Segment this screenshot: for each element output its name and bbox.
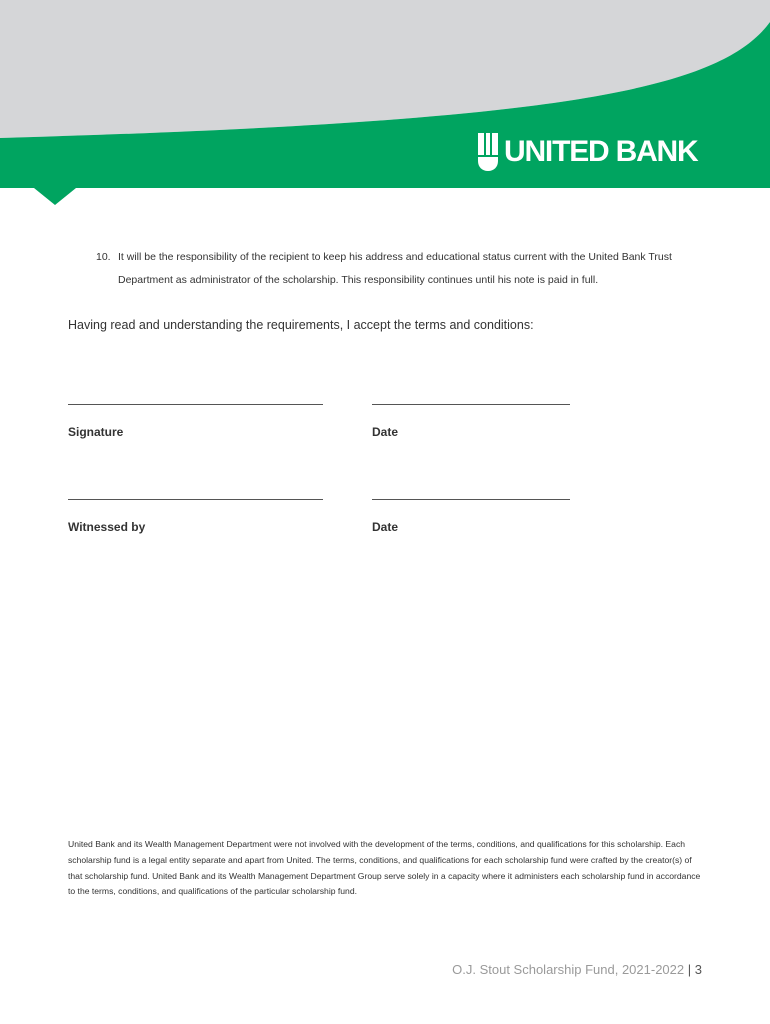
- united-bank-mark-icon: [478, 133, 498, 171]
- witness-label: Witnessed by: [68, 520, 146, 534]
- header-banner: [0, 0, 770, 210]
- page-header: [0, 0, 770, 210]
- date-line-1: [372, 404, 570, 405]
- date-label-2: Date: [372, 520, 399, 534]
- signature-line: [68, 404, 323, 405]
- witness-line: [68, 499, 323, 500]
- item-text: It will be the responsibility of the recipient to keep his address and educational status current with the United Bank Trust Department as administrator of the scholarship. This responsibility continues until his note is paid in full.: [118, 251, 672, 286]
- date-line-2: [372, 499, 570, 500]
- page-number: 3: [694, 962, 702, 977]
- page-footer: [452, 962, 702, 977]
- item-number: 10.: [96, 251, 111, 263]
- disclaimer: United Bank and its Wealth Management Department were not involved with the development of the terms, conditions, and qualifications for this scholarship. Each scholarship fund is a legal entity separate and apart from United. The terms, conditions, and qualifications for each scholarship fund were crafted by the creator(s) of that scholarship fund. United Bank and its Wealth Management Department Group serve solely in a capacity where it administers each scholarship fund in accordance to the terms, conditions, and qualifications of the particular scholarship fund.: [68, 839, 701, 897]
- footer-title: O.J. Stout Scholarship Fund, 2021-2022: [452, 962, 685, 977]
- united-bank-logo: [478, 132, 697, 172]
- acceptance-statement: Having read and understanding the requirements, I accept the terms and conditions:: [68, 318, 534, 332]
- date-label-1: Date: [372, 425, 399, 439]
- signature-label: Signature: [68, 425, 124, 439]
- numbered-item: [96, 246, 716, 292]
- brand-name: UNITED BANK: [504, 135, 698, 168]
- footer-separator: |: [687, 962, 692, 977]
